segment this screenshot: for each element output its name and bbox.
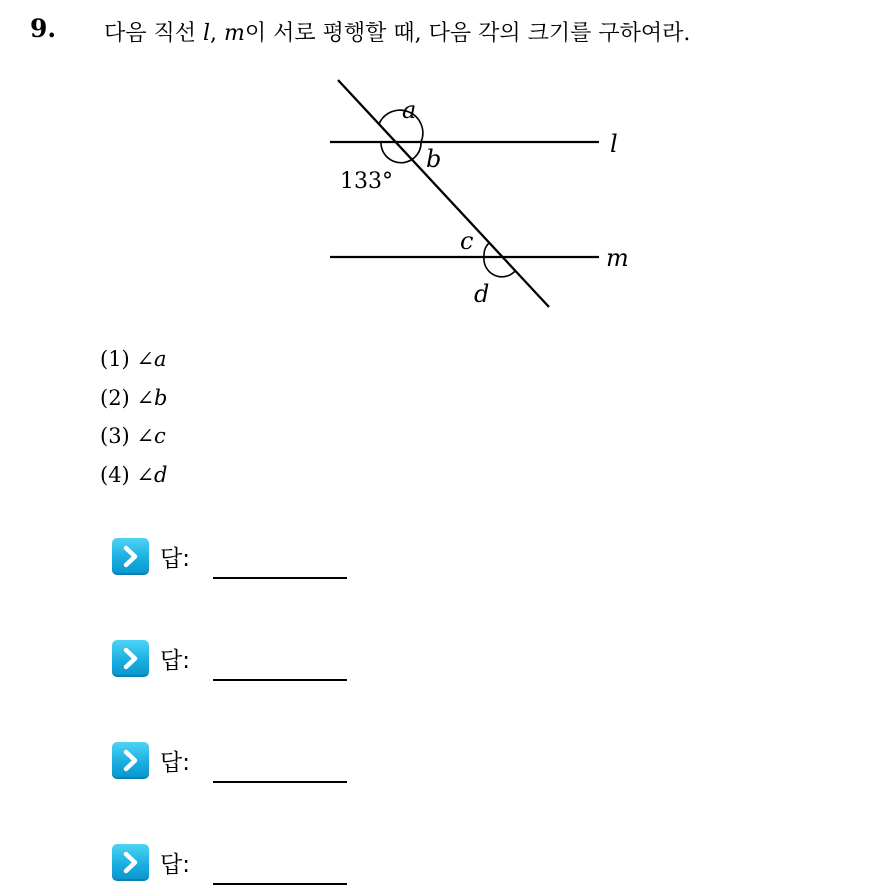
angle-arc-b	[415, 142, 421, 157]
line-l-variable: l	[203, 21, 211, 46]
sub-question-2	[100, 383, 168, 422]
answer-blank-4[interactable]	[213, 883, 347, 885]
label-m: m	[606, 244, 629, 272]
answer-row-3	[112, 742, 372, 782]
chevron-right-icon	[112, 742, 149, 779]
answer-row-1	[112, 538, 372, 578]
answer-label: 답:	[160, 648, 190, 674]
angle-symbol: ∠	[136, 424, 155, 448]
angle-symbol: ∠	[136, 385, 155, 410]
chevron-right-icon	[112, 538, 149, 575]
answer-blank-1[interactable]	[213, 577, 347, 579]
angle-variable: a	[154, 347, 167, 371]
label-given-angle: 133°	[340, 169, 393, 194]
sub-question-3	[100, 421, 168, 460]
parallel-lines-figure	[300, 70, 660, 315]
answer-label: 답:	[160, 852, 190, 878]
answer-row-2	[112, 640, 372, 680]
angle-symbol: ∠	[136, 462, 155, 487]
problem-number: 9.	[30, 14, 57, 43]
sub-question-number: (2)	[100, 385, 130, 410]
label-b: b	[426, 145, 442, 173]
sub-question-1	[100, 344, 168, 383]
chevron-right-icon	[112, 844, 149, 881]
sub-question-4	[100, 460, 168, 499]
sub-question-number: (1)	[100, 347, 130, 371]
answer-blank-3[interactable]	[213, 781, 347, 783]
sub-question-number: (4)	[100, 462, 130, 487]
angle-variable: d	[154, 462, 168, 487]
answer-label: 답:	[160, 546, 190, 572]
line-m-variable: m	[224, 21, 245, 46]
problem-statement	[104, 16, 690, 47]
problem-text-suffix: 이 서로 평행할 때, 다음 각의 크기를 구하여라.	[244, 21, 691, 46]
angle-variable: b	[154, 385, 168, 410]
answer-row-4	[112, 844, 372, 884]
chevron-right-icon	[112, 640, 149, 677]
label-d: d	[474, 280, 490, 308]
sub-question-list	[100, 344, 168, 498]
answer-label: 답:	[160, 750, 190, 776]
label-a: a	[402, 96, 417, 124]
angle-symbol: ∠	[136, 347, 155, 371]
problem-text-prefix: 다음 직선	[104, 21, 203, 46]
label-c: c	[460, 227, 474, 255]
sub-question-number: (3)	[100, 424, 130, 448]
problem-text-comma: ,	[210, 21, 225, 46]
label-l: l	[610, 130, 618, 158]
angle-arc-c	[484, 242, 490, 257]
answer-blank-2[interactable]	[213, 679, 347, 681]
angle-variable: c	[154, 424, 166, 448]
